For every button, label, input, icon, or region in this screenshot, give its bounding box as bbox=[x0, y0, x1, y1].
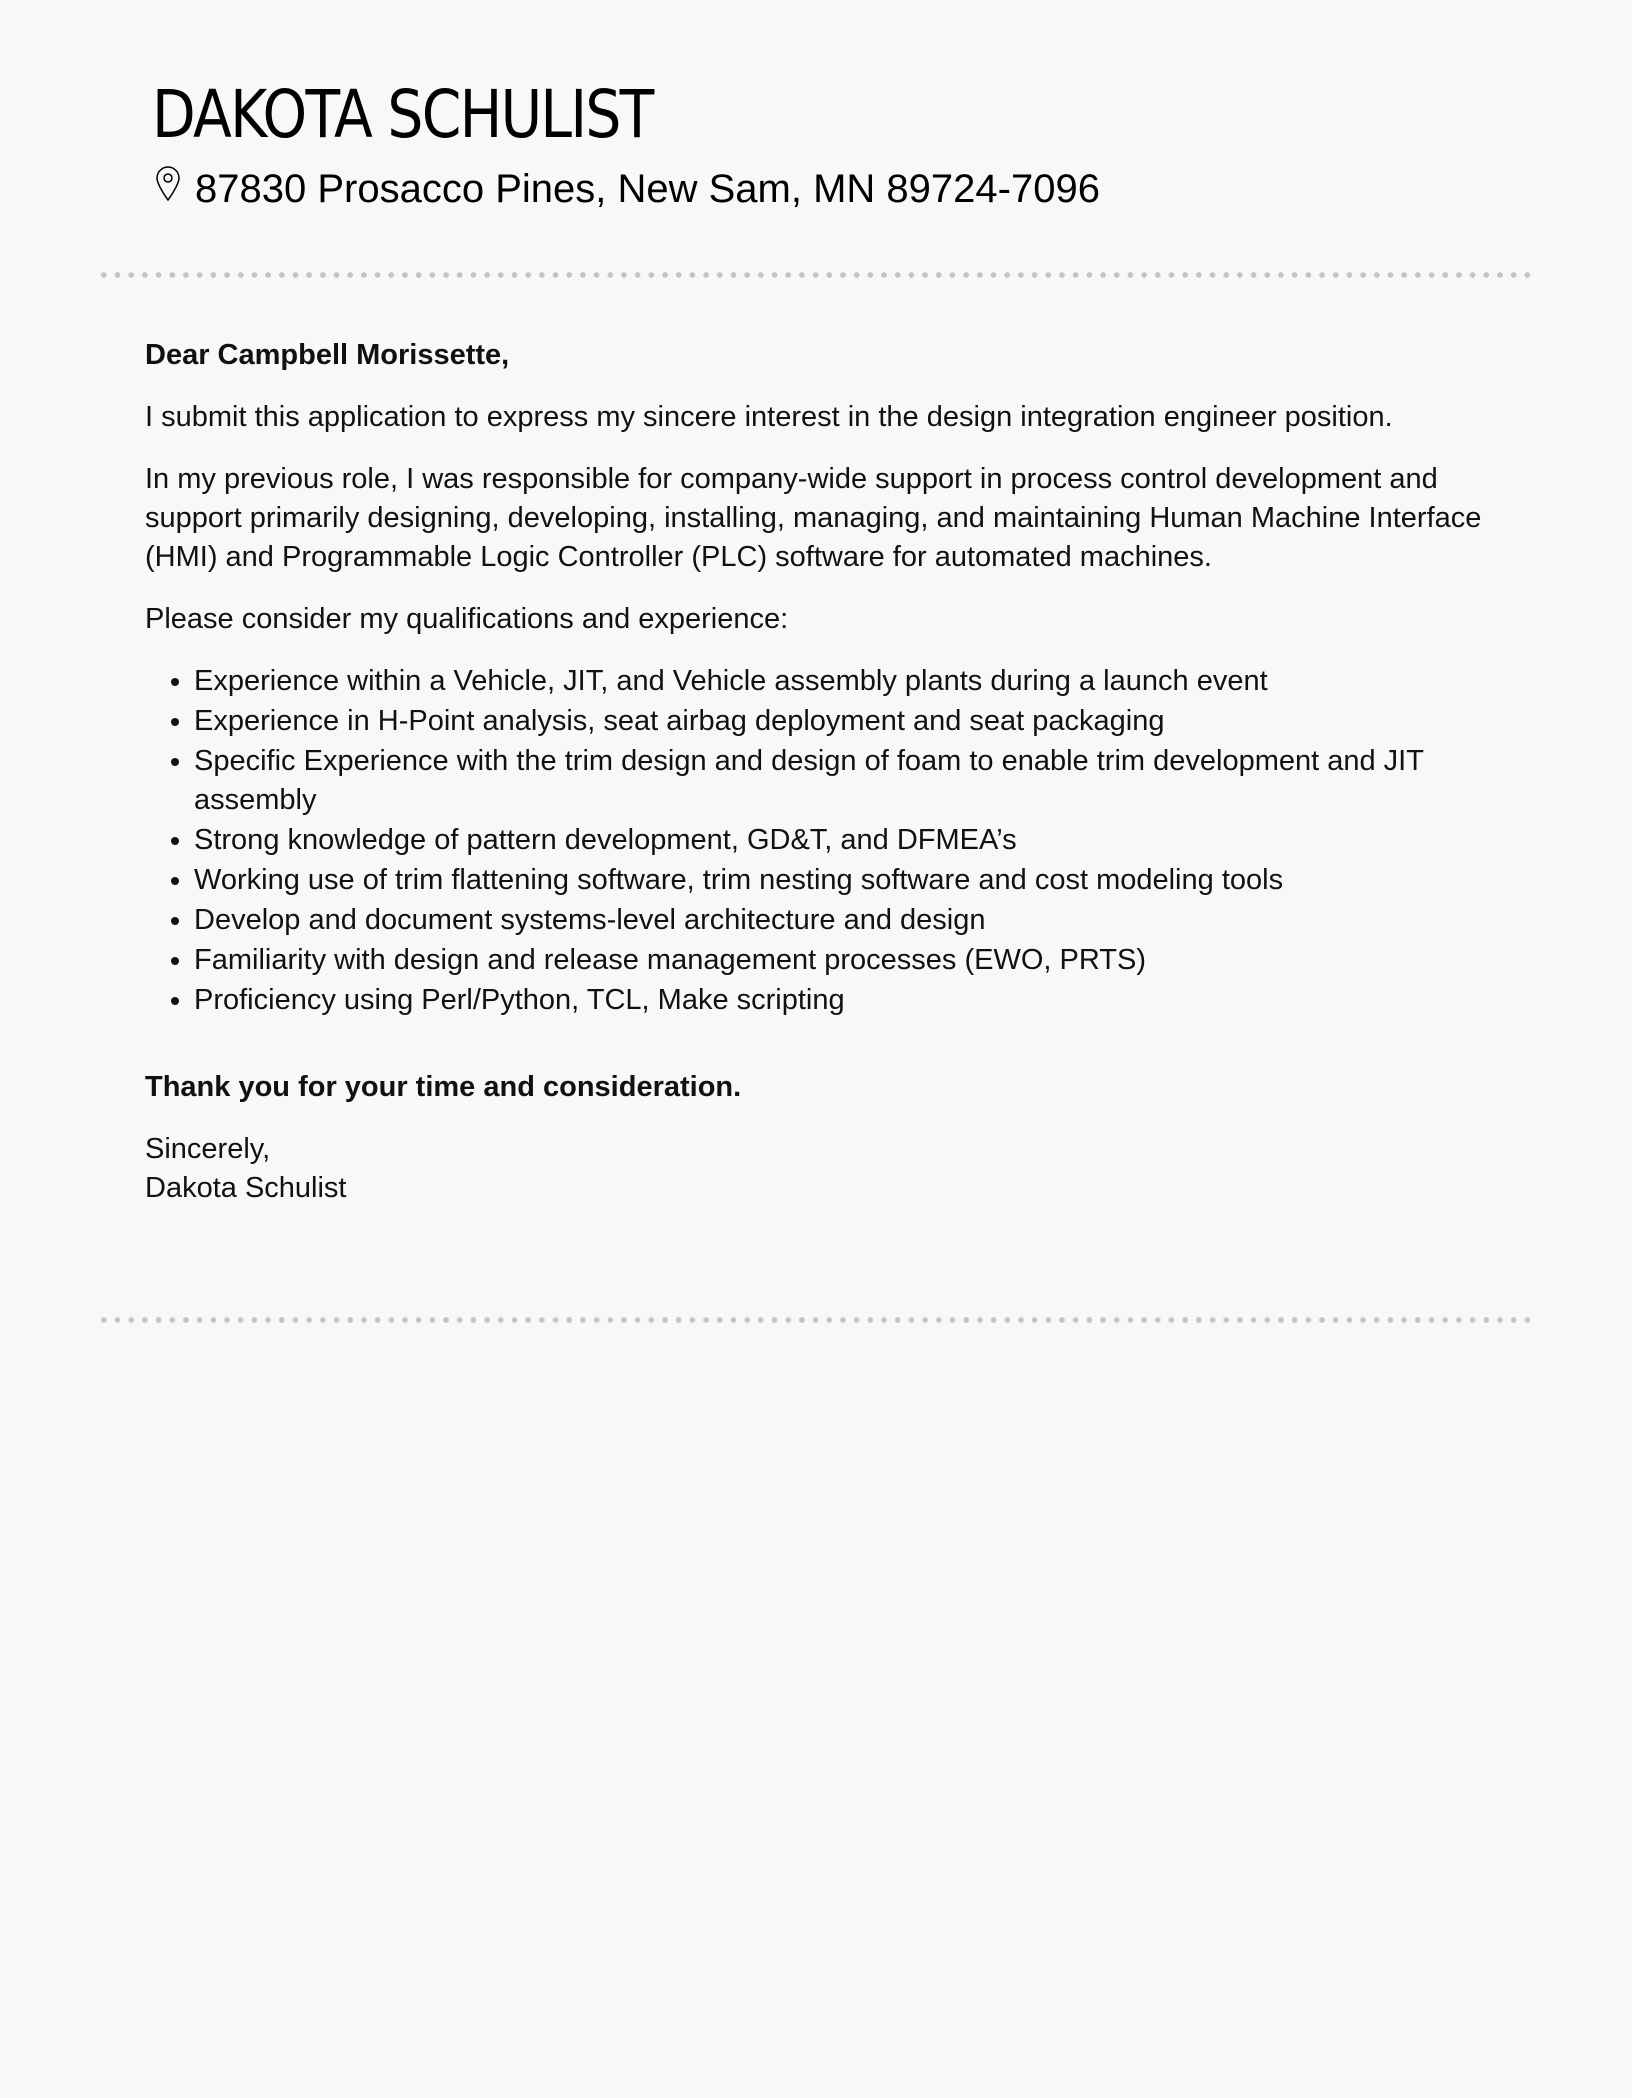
list-item: • Develop and document systems-level architecture and design bbox=[194, 901, 1495, 940]
body-paragraph: In my previous role, I was responsible for company-wide support in process control development and support primarily designing, developing, installing, managing, and maintaining Human Machine Interface (HMI) and Programmable Logic Controller (PLC) software for automated machines. bbox=[145, 463, 1482, 573]
list-item: • Proficiency using Perl/Python, TCL, Make scripting bbox=[194, 981, 1495, 1020]
intro-paragraph: I submit this application to express my sincere interest in the design integration engineer position. bbox=[145, 401, 1393, 433]
address bbox=[155, 166, 1100, 212]
list-item: • Specific Experience with the trim design and design of foam to enable trim development and JIT assembly bbox=[194, 742, 1495, 820]
divider-bottom bbox=[97, 1317, 1533, 1323]
signature: Dakota Schulist bbox=[145, 1172, 347, 1204]
address-text: 87830 Prosacco Pines, New Sam, MN 89724-7096 bbox=[195, 166, 1100, 211]
qualifications-lead: Please consider my qualifications and experience: bbox=[145, 603, 789, 635]
qualifications-list bbox=[145, 662, 1495, 1020]
thanks-line: Thank you for your time and consideration. bbox=[145, 1071, 742, 1103]
list-item: • Experience within a Vehicle, JIT, and Vehicle assembly plants during a launch event bbox=[194, 662, 1495, 701]
map-pin-icon bbox=[155, 166, 181, 212]
salutation: Dear Campbell Morissette, bbox=[145, 339, 510, 371]
list-item: • Strong knowledge of pattern development, GD&T, and DFMEA’s bbox=[194, 821, 1495, 860]
applicant-name: DAKOTA SCHULIST bbox=[152, 76, 653, 153]
list-item: • Experience in H-Point analysis, seat airbag deployment and seat packaging bbox=[194, 702, 1495, 741]
list-item: • Familiarity with design and release management processes (EWO, PRTS) bbox=[194, 941, 1495, 980]
letter-body bbox=[145, 336, 1495, 1208]
list-item: • Working use of trim flattening software, trim nesting software and cost modeling tools bbox=[194, 861, 1495, 900]
divider-top bbox=[97, 272, 1533, 278]
closing: Sincerely, bbox=[145, 1133, 271, 1165]
